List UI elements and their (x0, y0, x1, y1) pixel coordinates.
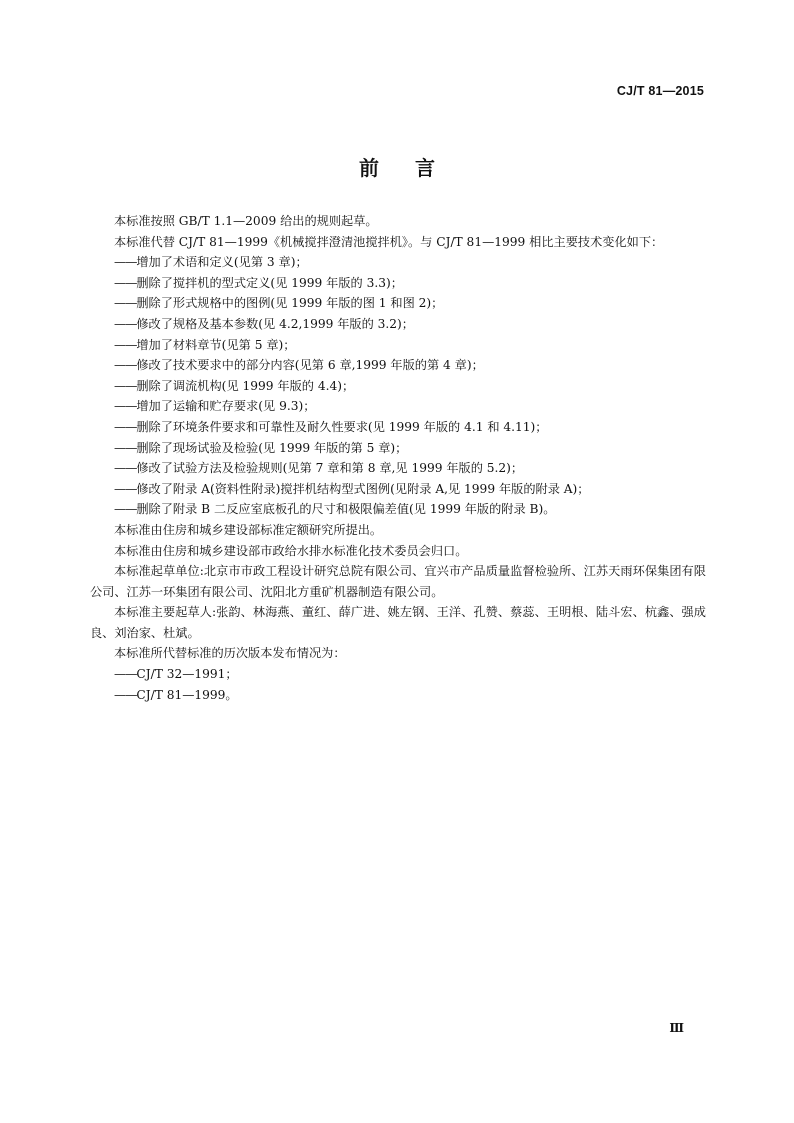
paragraph-proposed-by: 本标准由住房和城乡建设部标准定额研究所提出。 (114, 522, 383, 537)
list-item (90, 396, 706, 417)
dash-mark: —— (114, 337, 137, 352)
dash-mark: —— (114, 687, 137, 702)
list-item (90, 314, 706, 335)
dash-mark: —— (114, 316, 137, 331)
paragraph-drafting-rule: 本标准按照 GB/T 1.1—2009 给出的规则起草。 (114, 214, 378, 228)
list-item (90, 685, 706, 706)
list-item-text: 增加了材料章节(见第 5 章)； (136, 337, 296, 352)
dash-mark: —— (114, 399, 137, 414)
page-title: 前言 (359, 156, 471, 180)
paragraph-replacement: 本标准代替 CJ/T 81—1999《机械搅拌澄清池搅拌机》。与 CJ/T 81—1999 相比主要技术变化如下： (114, 234, 664, 249)
list-item-text: 删除了调流机构(见 1999 年版的 4.4)； (136, 378, 355, 393)
dash-mark: —— (114, 378, 137, 393)
paragraph-history-intro: 本标准所代替标准的历次版本发布情况为： (114, 646, 346, 661)
list-item (90, 335, 706, 356)
list-item-text: 修改了试验方法及检验规则(见第 7 章和第 8 章,见 1999 年版的 5.2)； (136, 461, 524, 476)
dash-mark: —— (114, 358, 137, 373)
dash-mark: —— (114, 461, 137, 476)
list-item-text: 修改了附录 A(资料性附录)搅拌机结构型式图例(见附录 A,见 1999 年版的附录 A)； (136, 481, 590, 496)
list-item (90, 293, 706, 314)
dash-mark: —— (114, 502, 137, 517)
dash-mark: —— (114, 440, 137, 455)
list-item (90, 273, 706, 294)
changes-list (90, 252, 706, 520)
list-item (90, 252, 706, 273)
list-item-text: 删除了环境条件要求和可靠性及耐久性要求(见 1999 年版的 4.1 和 4.11)； (136, 419, 548, 434)
list-item-text: 删除了附录 B 二反应室底板孔的尺寸和极限偏差值(见 1999 年版的附录 B)。 (136, 502, 556, 517)
list-item (90, 376, 706, 397)
list-item-text: CJ/T 81—1999。 (136, 687, 238, 702)
list-item (90, 438, 706, 459)
paragraph-managed-by: 本标准由住房和城乡建设部市政给水排水标准化技术委员会归口。 (114, 543, 468, 558)
list-item (90, 417, 706, 438)
list-item-text: 增加了术语和定义(见第 3 章)； (136, 255, 308, 270)
dash-mark: —— (114, 275, 137, 290)
list-item (90, 458, 706, 479)
dash-mark: —— (114, 296, 137, 311)
document-code: CJ/T 81—2015 (616, 84, 704, 98)
list-item-text: CJ/T 32—1991； (136, 667, 238, 682)
list-item (90, 499, 706, 520)
dash-mark: —— (114, 255, 137, 270)
list-item-text: 修改了技术要求中的部分内容(见第 6 章,1999 年版的第 4 章)； (136, 358, 484, 373)
history-list (90, 664, 706, 705)
list-item-text: 删除了形式规格中的图例(见 1999 年版的图 1 和图 2)； (136, 296, 444, 311)
list-item-text: 删除了搅拌机的型式定义(见 1999 年版的 3.3)； (136, 275, 403, 290)
list-item (90, 355, 706, 376)
list-item-text: 修改了规格及基本参数(见 4.2,1999 年版的 3.2)； (136, 316, 414, 331)
list-item-text: 增加了运输和贮存要求(见 9.3)； (136, 399, 316, 414)
page-number: Ⅲ (669, 1021, 684, 1035)
dash-mark: —— (114, 481, 137, 496)
document-body (90, 211, 706, 705)
dash-mark: —— (114, 667, 137, 682)
dash-mark: —— (114, 419, 137, 434)
paragraph-drafting-units: 本标准起草单位:北京市市政工程设计研究总院有限公司、宜兴市产品质量监督检验所、江苏天雨环保集团有限公司、江苏一环集团有限公司、沈阳北方重矿机器制造有限公司。 (90, 564, 706, 599)
paragraph-drafters: 本标准主要起草人:张韵、林海燕、董红、薛广进、姚左钢、王洋、孔赞、蔡蕊、王明根、陆斗宏、杭鑫、强成良、刘治家、杜斌。 (90, 605, 706, 640)
list-item-text: 删除了现场试验及检验(见 1999 年版的第 5 章)； (136, 440, 408, 455)
list-item (90, 664, 706, 685)
list-item (90, 479, 706, 500)
